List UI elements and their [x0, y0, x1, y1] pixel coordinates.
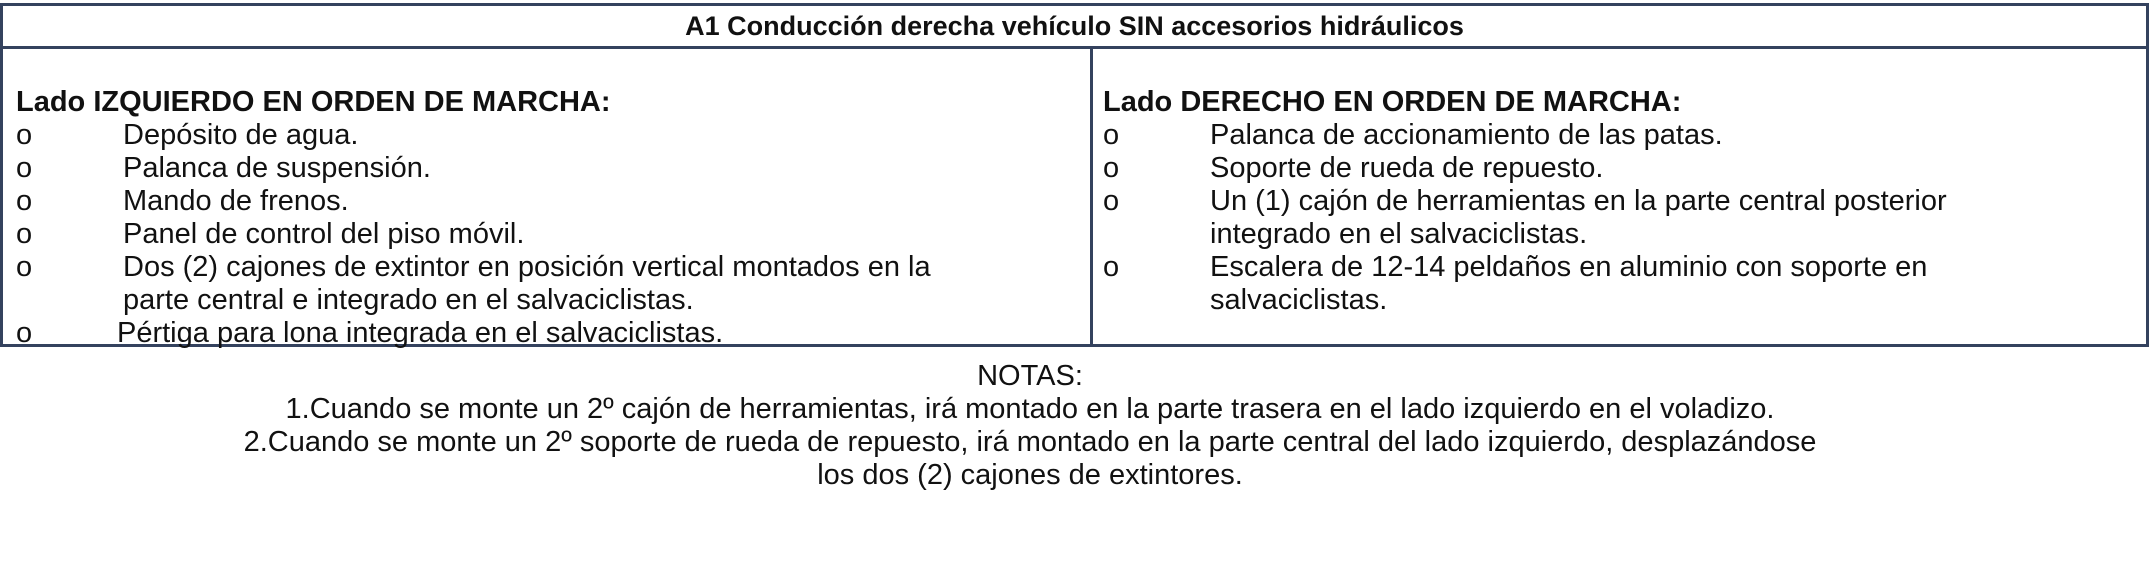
list-item-text: Palanca de accionamiento de las patas. — [1210, 119, 1723, 151]
left-side-column — [3, 49, 1093, 349]
bullet-marker: o — [1103, 185, 1120, 217]
bullet-marker: o — [16, 185, 33, 217]
list-item — [1103, 152, 2146, 185]
list-item — [16, 152, 1090, 185]
note-line: los dos (2) cajones de extintores. — [817, 459, 1243, 491]
list-item — [16, 185, 1090, 218]
list-item-text: Mando de frenos. — [123, 185, 349, 217]
list-item — [16, 251, 1090, 317]
bullet-marker: o — [16, 152, 33, 184]
list-item-text: Escalera de 12-14 peldaños en aluminio con soporte en salvaciclistas. — [1210, 251, 1928, 316]
right-side-column — [1093, 49, 2146, 344]
note-line: 2.Cuando se monte un 2º soporte de rueda de repuesto, irá montado en la parte central del lado izquierdo, desplazándose — [243, 426, 1817, 458]
bullet-marker: o — [1103, 152, 1120, 184]
table-title: A1 Conducción derecha vehículo SIN accesorios hidráulicos — [3, 6, 2146, 49]
list-item-text: Un (1) cajón de herramientas en la parte central posterior integrado en el salvaciclistas. — [1210, 185, 1947, 250]
notes-section — [0, 360, 2060, 492]
spec-table — [0, 3, 2149, 347]
bullet-marker: o — [16, 251, 33, 283]
list-item — [16, 317, 1090, 350]
list-item — [16, 119, 1090, 152]
bullet-marker: o — [1103, 251, 1120, 283]
bullet-marker: o — [16, 317, 33, 349]
list-item — [16, 218, 1090, 251]
list-item-text: Palanca de suspensión. — [123, 152, 431, 184]
list-item-text: Dos (2) cajones de extintor en posición vertical montados en la parte central e integrado en el salvaciclistas. — [123, 251, 931, 316]
list-item — [1103, 119, 2146, 152]
note-line: 1.Cuando se monte un 2º cajón de herramientas, irá montado en la parte trasera en el lado izquierdo en el voladizo. — [285, 393, 1775, 425]
right-side-heading: Lado DERECHO EN ORDEN DE MARCHA: — [1103, 86, 1682, 118]
left-side-list — [16, 119, 1090, 350]
right-side-list — [1103, 119, 2146, 317]
list-item-text: Soporte de rueda de repuesto. — [1210, 152, 1604, 184]
left-side-heading: Lado IZQUIERDO EN ORDEN DE MARCHA: — [16, 86, 611, 118]
list-item-text: Panel de control del piso móvil. — [123, 218, 525, 250]
list-item-text: Pértiga para lona integrada en el salvaciclistas. — [117, 317, 724, 349]
list-item — [1103, 185, 2146, 251]
bullet-marker: o — [16, 218, 33, 250]
bullet-marker: o — [16, 119, 33, 151]
list-item — [1103, 251, 2146, 317]
list-item-text: Depósito de agua. — [123, 119, 359, 151]
notes-title: NOTAS: — [977, 360, 1083, 392]
bullet-marker: o — [1103, 119, 1120, 151]
